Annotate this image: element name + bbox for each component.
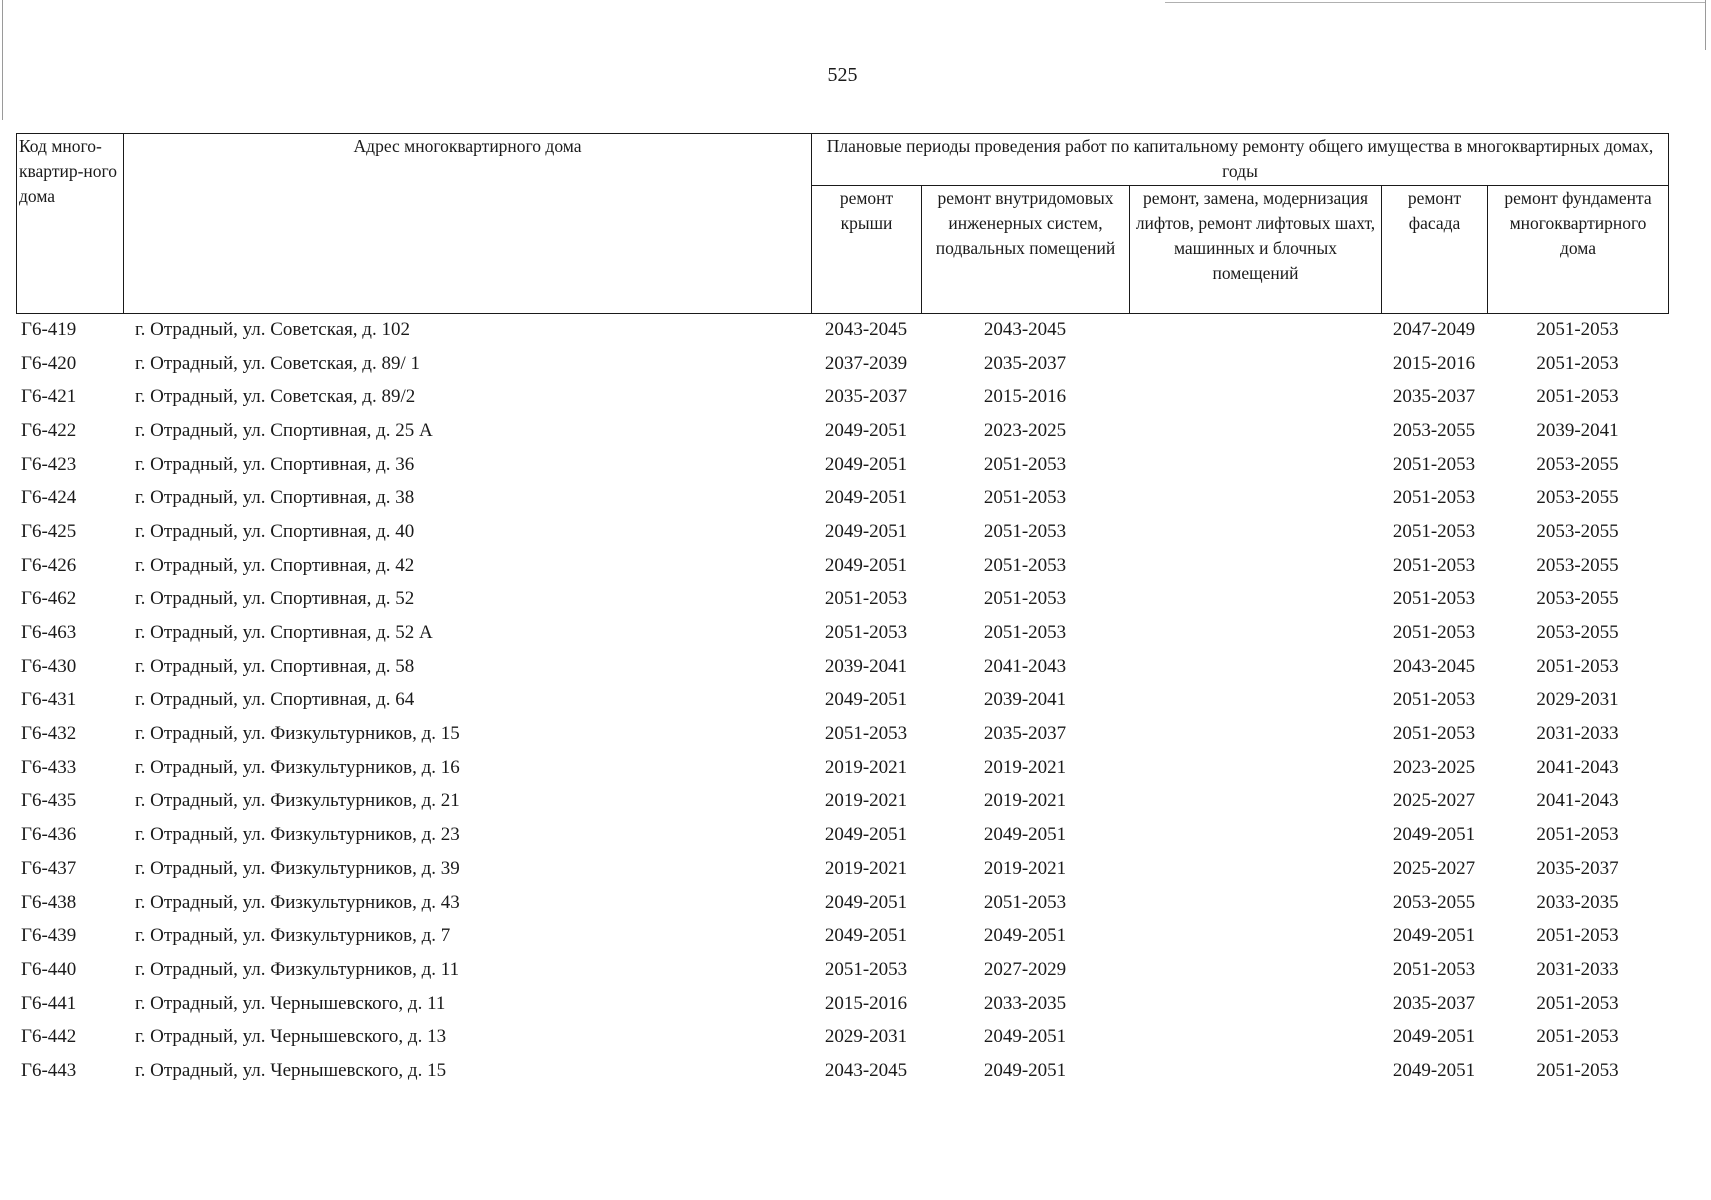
cell-facade: 2047-2049 (1392, 318, 1476, 340)
cell-engineering: 2015-2016 (983, 386, 1067, 408)
cell-code: Г6-462 (21, 588, 77, 610)
cell-elevators (1129, 818, 1381, 852)
cell-elevators (1129, 751, 1381, 785)
cell-foundation: 2041-2043 (1536, 790, 1619, 812)
cell-facade: 2051-2053 (1392, 588, 1476, 610)
cell-address: г. Отрадный, ул. Спортивная, д. 36 (135, 453, 415, 475)
table-row (16, 481, 1668, 515)
cell-foundation: 2041-2043 (1536, 756, 1619, 778)
cell-facade: 2051-2053 (1392, 622, 1476, 644)
cell-elevators (1129, 919, 1381, 953)
cell-roof: 2049-2051 (824, 453, 908, 475)
cell-code: Г6-439 (21, 925, 77, 947)
cell-code: Г6-426 (21, 554, 77, 576)
cell-engineering: 2051-2053 (983, 487, 1067, 509)
table-row (16, 515, 1668, 549)
cell-code: Г6-442 (21, 1026, 77, 1048)
table-row (16, 1054, 1668, 1088)
table-row (16, 448, 1668, 482)
scan-edge-top (1165, 2, 1705, 3)
table-row (16, 1020, 1668, 1054)
cell-engineering: 2049-2051 (983, 1059, 1067, 1081)
cell-roof: 2051-2053 (824, 622, 908, 644)
cell-elevators (1129, 313, 1381, 347)
cell-address: г. Отрадный, ул. Спортивная, д. 42 (135, 554, 415, 576)
cell-elevators (1129, 414, 1381, 448)
cell-roof: 2019-2021 (824, 790, 908, 812)
cell-code: Г6-432 (21, 723, 77, 745)
cell-facade: 2049-2051 (1392, 925, 1476, 947)
header-elevators: ремонт, замена, модернизация лифтов, ремонт лифтовых шахт, машинных и блочных помещений (1130, 186, 1382, 314)
cell-facade: 2015-2016 (1392, 352, 1476, 374)
table-row (16, 313, 1668, 347)
cell-code: Г6-424 (21, 487, 77, 509)
cell-engineering: 2039-2041 (983, 689, 1067, 711)
cell-elevators (1129, 650, 1381, 684)
cell-address: г. Отрадный, ул. Физкультурников, д. 7 (135, 925, 451, 947)
cell-engineering: 2041-2043 (983, 655, 1067, 677)
cell-roof: 2049-2051 (824, 925, 908, 947)
cell-facade: 2043-2045 (1392, 655, 1476, 677)
header-foundation: ремонт фундамента многоквартирного дома (1488, 186, 1669, 314)
table-row (16, 818, 1668, 852)
cell-roof: 2049-2051 (824, 520, 908, 542)
cell-foundation: 2031-2033 (1536, 958, 1619, 980)
cell-address: г. Отрадный, ул. Советская, д. 89/ 1 (135, 352, 420, 374)
cell-roof: 2051-2053 (824, 588, 908, 610)
cell-foundation: 2051-2053 (1536, 1026, 1619, 1048)
scan-edge-left (2, 0, 3, 120)
cell-foundation: 2053-2055 (1536, 622, 1619, 644)
cell-address: г. Отрадный, ул. Советская, д. 89/2 (135, 386, 416, 408)
table-row (16, 549, 1668, 583)
cell-code: Г6-419 (21, 318, 77, 340)
cell-facade: 2051-2053 (1392, 723, 1476, 745)
cell-facade: 2049-2051 (1392, 1059, 1476, 1081)
cell-roof: 2043-2045 (824, 318, 908, 340)
cell-roof: 2015-2016 (824, 992, 908, 1014)
cell-facade: 2049-2051 (1392, 824, 1476, 846)
cell-code: Г6-433 (21, 756, 77, 778)
cell-elevators (1129, 1020, 1381, 1054)
cell-foundation: 2039-2041 (1536, 419, 1619, 441)
cell-elevators (1129, 448, 1381, 482)
cell-elevators (1129, 347, 1381, 381)
cell-foundation: 2035-2037 (1536, 857, 1619, 879)
cell-facade: 2051-2053 (1392, 554, 1476, 576)
cell-roof: 2039-2041 (824, 655, 908, 677)
table-row (16, 852, 1668, 886)
cell-engineering: 2019-2021 (983, 857, 1067, 879)
cell-address: г. Отрадный, ул. Физкультурников, д. 43 (135, 891, 460, 913)
cell-address: г. Отрадный, ул. Физкультурников, д. 16 (135, 756, 460, 778)
cell-roof: 2051-2053 (824, 723, 908, 745)
cell-elevators (1129, 549, 1381, 583)
cell-engineering: 2035-2037 (983, 723, 1067, 745)
cell-foundation: 2029-2031 (1536, 689, 1619, 711)
cell-elevators (1129, 380, 1381, 414)
cell-foundation: 2051-2053 (1536, 318, 1619, 340)
cell-address: г. Отрадный, ул. Спортивная, д. 38 (135, 487, 415, 509)
cell-elevators (1129, 987, 1381, 1021)
table-row (16, 785, 1668, 819)
cell-engineering: 2051-2053 (983, 891, 1067, 913)
page-number: 525 (827, 64, 858, 86)
cell-facade: 2025-2027 (1392, 790, 1476, 812)
table-row (16, 684, 1668, 718)
cell-address: г. Отрадный, ул. Спортивная, д. 40 (135, 520, 415, 542)
cell-foundation: 2051-2053 (1536, 386, 1619, 408)
cell-facade: 2049-2051 (1392, 1026, 1476, 1048)
cell-engineering: 2051-2053 (983, 622, 1067, 644)
table-row (16, 953, 1668, 987)
cell-roof: 2049-2051 (824, 689, 908, 711)
table-header (16, 133, 1669, 314)
cell-address: г. Отрадный, ул. Спортивная, д. 52 (135, 588, 415, 610)
cell-address: г. Отрадный, ул. Физкультурников, д. 39 (135, 857, 460, 879)
cell-address: г. Отрадный, ул. Физкультурников, д. 15 (135, 723, 460, 745)
cell-address: г. Отрадный, ул. Спортивная, д. 25 А (135, 419, 433, 441)
cell-code: Г6-422 (21, 419, 77, 441)
cell-foundation: 2053-2055 (1536, 588, 1619, 610)
cell-engineering: 2023-2025 (983, 419, 1067, 441)
cell-foundation: 2051-2053 (1536, 925, 1619, 947)
cell-code: Г6-420 (21, 352, 77, 374)
cell-elevators (1129, 1054, 1381, 1088)
cell-roof: 2049-2051 (824, 419, 908, 441)
cell-roof: 2043-2045 (824, 1059, 908, 1081)
table-row (16, 616, 1668, 650)
cell-elevators (1129, 616, 1381, 650)
cell-engineering: 2051-2053 (983, 520, 1067, 542)
cell-foundation: 2053-2055 (1536, 520, 1619, 542)
table-row (16, 886, 1668, 920)
cell-facade: 2051-2053 (1392, 958, 1476, 980)
cell-elevators (1129, 583, 1381, 617)
cell-facade: 2051-2053 (1392, 453, 1476, 475)
cell-elevators (1129, 886, 1381, 920)
cell-facade: 2035-2037 (1392, 386, 1476, 408)
cell-code: Г6-435 (21, 790, 77, 812)
cell-foundation: 2051-2053 (1536, 655, 1619, 677)
cell-facade: 2051-2053 (1392, 520, 1476, 542)
cell-code: Г6-437 (21, 857, 77, 879)
cell-facade: 2051-2053 (1392, 487, 1476, 509)
table-row (16, 987, 1668, 1021)
cell-elevators (1129, 717, 1381, 751)
cell-code: Г6-436 (21, 824, 77, 846)
cell-roof: 2049-2051 (824, 487, 908, 509)
table-row (16, 380, 1668, 414)
cell-code: Г6-425 (21, 520, 77, 542)
cell-roof: 2051-2053 (824, 958, 908, 980)
cell-engineering: 2051-2053 (983, 588, 1067, 610)
cell-elevators (1129, 785, 1381, 819)
cell-roof: 2049-2051 (824, 824, 908, 846)
cell-code: Г6-430 (21, 655, 77, 677)
cell-elevators (1129, 953, 1381, 987)
cell-code: Г6-463 (21, 622, 77, 644)
cell-address: г. Отрадный, ул. Физкультурников, д. 21 (135, 790, 460, 812)
cell-roof: 2035-2037 (824, 386, 908, 408)
cell-engineering: 2035-2037 (983, 352, 1067, 374)
cell-code: Г6-423 (21, 453, 77, 475)
cell-engineering: 2049-2051 (983, 824, 1067, 846)
data-table (16, 313, 1668, 1088)
cell-address: г. Отрадный, ул. Физкультурников, д. 11 (135, 958, 460, 980)
cell-engineering: 2049-2051 (983, 925, 1067, 947)
cell-elevators (1129, 481, 1381, 515)
cell-address: г. Отрадный, ул. Чернышевского, д. 11 (135, 992, 446, 1014)
scan-edge-right (1705, 0, 1706, 50)
table-row (16, 414, 1668, 448)
cell-facade: 2023-2025 (1392, 756, 1476, 778)
cell-address: г. Отрадный, ул. Чернышевского, д. 13 (135, 1026, 447, 1048)
cell-foundation: 2051-2053 (1536, 352, 1619, 374)
table-row (16, 583, 1668, 617)
header-engineering: ремонт внутридомовых инженерных систем, подвальных помещений (922, 186, 1130, 314)
cell-facade: 2053-2055 (1392, 419, 1476, 441)
cell-facade: 2035-2037 (1392, 992, 1476, 1014)
cell-address: г. Отрадный, ул. Физкультурников, д. 23 (135, 824, 460, 846)
cell-engineering: 2049-2051 (983, 1026, 1067, 1048)
table-row (16, 347, 1668, 381)
header-periods-group: Плановые периоды проведения работ по капитальному ремонту общего имущества в многоквартирных домах, годы (812, 134, 1669, 186)
cell-elevators (1129, 684, 1381, 718)
header-facade: ремонт фасада (1382, 186, 1488, 314)
cell-address: г. Отрадный, ул. Советская, д. 102 (135, 318, 410, 340)
cell-elevators (1129, 852, 1381, 886)
cell-roof: 2049-2051 (824, 891, 908, 913)
cell-facade: 2053-2055 (1392, 891, 1476, 913)
cell-engineering: 2051-2053 (983, 453, 1067, 475)
cell-engineering: 2043-2045 (983, 318, 1067, 340)
cell-foundation: 2053-2055 (1536, 554, 1619, 576)
table-row (16, 751, 1668, 785)
cell-address: г. Отрадный, ул. Спортивная, д. 64 (135, 689, 415, 711)
cell-foundation: 2031-2033 (1536, 723, 1619, 745)
cell-foundation: 2053-2055 (1536, 453, 1619, 475)
cell-engineering: 2019-2021 (983, 756, 1067, 778)
cell-foundation: 2053-2055 (1536, 487, 1619, 509)
cell-foundation: 2051-2053 (1536, 1059, 1619, 1081)
cell-facade: 2051-2053 (1392, 689, 1476, 711)
header-code: Код много-квартир-ного дома (17, 134, 124, 314)
table-row (16, 650, 1668, 684)
cell-roof: 2019-2021 (824, 857, 908, 879)
cell-roof: 2037-2039 (824, 352, 908, 374)
table-row (16, 919, 1668, 953)
cell-code: Г6-440 (21, 958, 77, 980)
cell-foundation: 2051-2053 (1536, 824, 1619, 846)
table-row (16, 717, 1668, 751)
header-roof: ремонт крыши (812, 186, 922, 314)
cell-code: Г6-441 (21, 992, 77, 1014)
cell-address: г. Отрадный, ул. Чернышевского, д. 15 (135, 1059, 447, 1081)
cell-foundation: 2033-2035 (1536, 891, 1619, 913)
cell-engineering: 2033-2035 (983, 992, 1067, 1014)
cell-code: Г6-431 (21, 689, 77, 711)
cell-elevators (1129, 515, 1381, 549)
cell-code: Г6-438 (21, 891, 77, 913)
cell-code: Г6-421 (21, 386, 77, 408)
cell-roof: 2049-2051 (824, 554, 908, 576)
cell-facade: 2025-2027 (1392, 857, 1476, 879)
cell-engineering: 2027-2029 (983, 958, 1067, 980)
cell-engineering: 2019-2021 (983, 790, 1067, 812)
cell-address: г. Отрадный, ул. Спортивная, д. 52 А (135, 622, 433, 644)
cell-roof: 2019-2021 (824, 756, 908, 778)
cell-foundation: 2051-2053 (1536, 992, 1619, 1014)
cell-roof: 2029-2031 (824, 1026, 908, 1048)
cell-address: г. Отрадный, ул. Спортивная, д. 58 (135, 655, 415, 677)
cell-engineering: 2051-2053 (983, 554, 1067, 576)
header-address: Адрес многоквартирного дома (124, 134, 812, 314)
cell-code: Г6-443 (21, 1059, 77, 1081)
